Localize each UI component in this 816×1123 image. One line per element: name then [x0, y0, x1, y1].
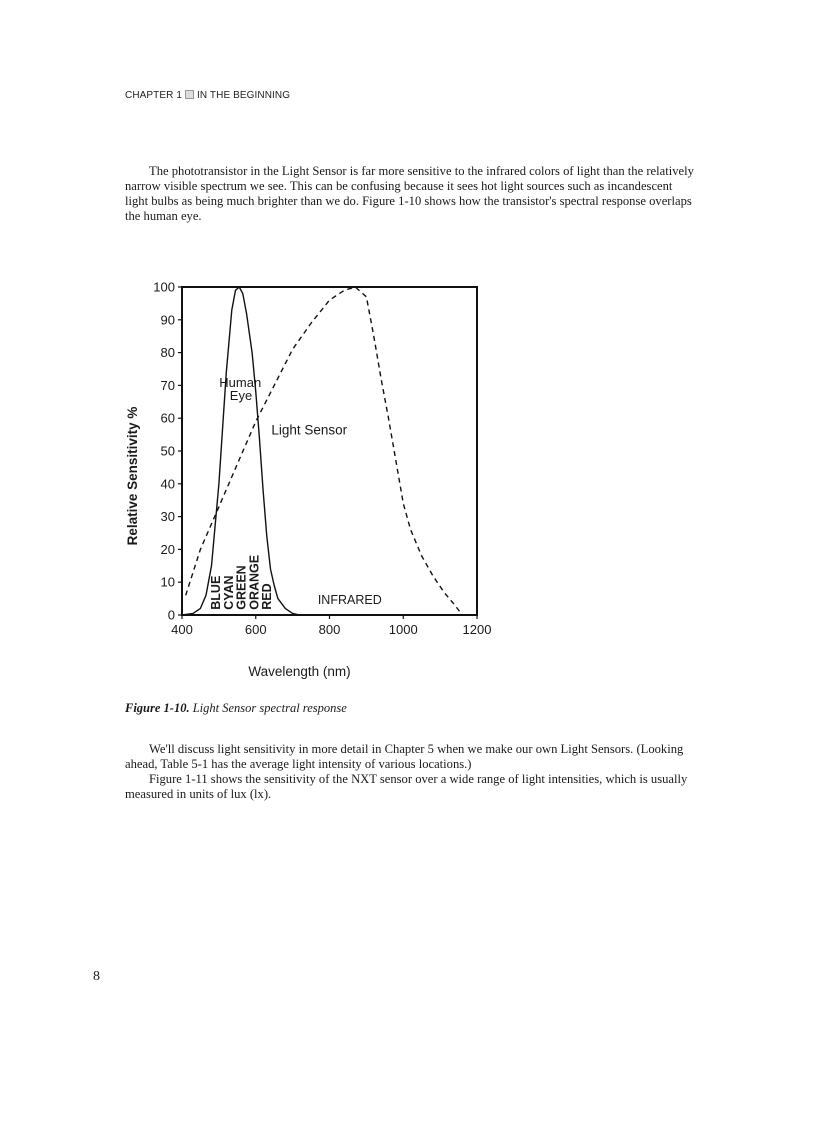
x-tick-label: 600: [244, 622, 267, 637]
x-tick-label: 400: [171, 622, 193, 637]
y-tick-label: 90: [160, 312, 175, 328]
x-tick-label: 1000: [388, 622, 418, 637]
band-label: ORANGE: [247, 554, 262, 610]
intro-paragraph-text: The phototransistor in the Light Sensor is far more sensitive to the infrared colors of light than the relatively narrow visible spectrum we see. This can be confusing because it sees hot light sources such as incandescent light bulbs as being much brighter than we do. Figure 1-10 shows how the transistor's spectral response overlaps the human eye.: [125, 164, 694, 223]
chapter-label: CHAPTER 1: [125, 90, 183, 101]
body-paragraph: Figure 1-11 shows the sensitivity of the NXT sensor over a wide range of light intensities, which is usually measured in units of lux (lx).: [125, 772, 688, 801]
page-number: 8: [93, 969, 100, 984]
y-tick-label: 70: [160, 377, 175, 393]
y-tick-label: 60: [160, 410, 175, 426]
human-eye-annotation: Eye: [229, 388, 253, 404]
band-label: CYAN: [221, 575, 236, 610]
light-sensor-annotation: Light Sensor: [271, 422, 348, 438]
x-tick-label: 800: [318, 622, 341, 637]
body-section: [125, 742, 695, 802]
human-eye-annotation: Human: [219, 375, 262, 391]
y-tick-label: 40: [160, 476, 175, 492]
running-header: [125, 90, 290, 101]
intro-paragraph: [125, 164, 695, 224]
infrared-annotation: INFRARED: [317, 593, 382, 608]
plot-frame: [182, 287, 477, 615]
y-tick-label: 30: [160, 509, 175, 525]
figure-caption: [125, 701, 347, 716]
y-axis-title: Relative Sensitivity %: [125, 406, 140, 546]
y-tick-label: 10: [160, 574, 175, 590]
y-tick-label: 50: [160, 443, 175, 459]
separator-box-icon: [185, 90, 194, 99]
y-tick-label: 100: [153, 279, 175, 295]
band-label: RED: [259, 583, 274, 610]
y-tick-label: 20: [160, 541, 175, 557]
spectral-response-chart: [120, 272, 500, 692]
y-tick-label: 80: [160, 345, 175, 361]
x-axis-title: Wavelength (nm): [248, 664, 351, 679]
band-label: BLUE: [208, 575, 223, 610]
x-tick-label: 1200: [462, 622, 492, 637]
figure-caption-text: Light Sensor spectral response: [192, 701, 347, 715]
band-label: GREEN: [234, 565, 249, 610]
body-paragraph: We'll discuss light sensitivity in more detail in Chapter 5 when we make our own Light Sensors. (Looking ahead, Table 5-1 has the average light intensity of various locations.): [125, 742, 684, 771]
figure-caption-label: Figure 1-10.: [125, 701, 190, 715]
y-tick-label: 0: [167, 607, 175, 623]
section-title: IN THE BEGINNING: [197, 90, 291, 101]
light-sensor-curve: [186, 287, 463, 615]
